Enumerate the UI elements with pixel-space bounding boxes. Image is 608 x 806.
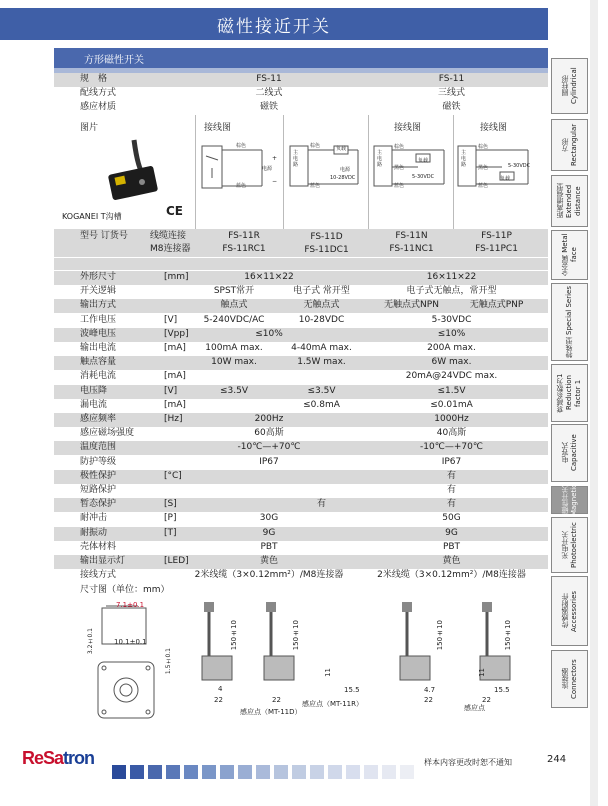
tab-label: 传感器附件 Accessories bbox=[560, 590, 578, 632]
spec-row bbox=[54, 385, 548, 399]
spec-head-col1: FS-11 bbox=[256, 74, 282, 84]
spec-value-a: 9G bbox=[262, 527, 276, 538]
wire-blue-label: 蓝色 bbox=[310, 183, 321, 189]
spec-value-a: IP67 bbox=[259, 456, 279, 467]
spec-unit: [mA] bbox=[164, 399, 186, 410]
tab-cylindrical[interactable] bbox=[551, 58, 588, 114]
tab-photoelectric[interactable] bbox=[551, 517, 588, 573]
spec-value-c: IP67 bbox=[441, 456, 462, 467]
load-label: 负载 bbox=[500, 176, 511, 182]
spec-row bbox=[54, 285, 548, 299]
spec-label: 极性保护 bbox=[80, 470, 117, 481]
spec-row bbox=[54, 484, 548, 498]
spec-unit: [V] bbox=[164, 314, 178, 325]
spec-unit: [LED] bbox=[164, 556, 189, 566]
spec-value-c: 有 bbox=[446, 470, 456, 481]
spec-value-b: 1.5W max. bbox=[297, 357, 346, 368]
caption-sensing-point: 感应点 bbox=[464, 704, 485, 712]
spec-value-c: 有 bbox=[446, 499, 456, 510]
spec-label: 输出电流 bbox=[80, 343, 117, 353]
wiring-label-1: 接线图 bbox=[204, 123, 232, 133]
row-value: 磁铁 bbox=[259, 102, 278, 112]
spec-value-d: 无触点式PNP bbox=[469, 300, 524, 311]
model-fs11d: FS-11D bbox=[310, 232, 343, 242]
tab-accessories[interactable] bbox=[551, 576, 588, 646]
caption-mt11r: 感应点（MT-11R） bbox=[302, 700, 363, 708]
spec-value-a: 60高斯 bbox=[254, 428, 284, 439]
spec-value-b: 4-40mA max. bbox=[291, 343, 352, 353]
spec-value-a: 黄色 bbox=[259, 556, 278, 566]
dim-150-a: 150±10 bbox=[230, 620, 238, 651]
spec-label: 暂态保护 bbox=[80, 499, 117, 510]
voltage-label: 5-30VDC bbox=[412, 174, 435, 180]
dim-11-b: 11 bbox=[478, 668, 486, 677]
page-title: 磁性接近开关 bbox=[0, 8, 548, 40]
spec-value-a: 16×11×22 bbox=[244, 272, 294, 282]
dim-10-1: 10.1±0.1 bbox=[114, 638, 147, 646]
spec-value-c: ≤1.5V bbox=[437, 385, 466, 396]
minus-label: − bbox=[272, 178, 278, 185]
model-fs11pc1: FS-11PC1 bbox=[475, 244, 518, 254]
spec-unit: [Hz] bbox=[164, 414, 183, 424]
sensor-photo-icon bbox=[98, 130, 178, 210]
spec-label: 感应频率 bbox=[80, 414, 117, 424]
spec-value-c: 16×11×22 bbox=[426, 272, 477, 282]
spec-row bbox=[54, 441, 548, 455]
main-circuit-label: 主电路 bbox=[461, 150, 467, 168]
spec-value-a: 触点式 bbox=[220, 300, 248, 311]
wire-brown-label: 棕色 bbox=[478, 144, 489, 150]
spec-unit: [T] bbox=[164, 527, 177, 538]
spec-value-c: 5-30VDC bbox=[431, 314, 472, 325]
wire-black-label: 黑色 bbox=[394, 165, 405, 171]
spec-value-c: 2米线缆（3×0.12mm²）/M8连接器 bbox=[377, 570, 526, 581]
wiring-label-3: 接线图 bbox=[480, 123, 508, 133]
model-fs11r: FS-11R bbox=[228, 231, 260, 241]
spec-value-c: 有 bbox=[446, 485, 456, 495]
spec-row bbox=[54, 356, 548, 370]
spec-label: 工作电压 bbox=[80, 314, 117, 325]
dim-22-c: 22 bbox=[424, 696, 433, 704]
spec-row bbox=[54, 413, 548, 427]
row-label: 配线方式 bbox=[80, 88, 117, 98]
main-circuit-label: 主电路 bbox=[377, 150, 383, 168]
dim-22-d: 22 bbox=[482, 696, 491, 704]
spec-unit: [P] bbox=[164, 513, 177, 524]
spec-label: 波峰电压 bbox=[80, 328, 117, 339]
wire-brown-label: 棕色 bbox=[394, 144, 405, 150]
row-value: 三线式 bbox=[437, 88, 465, 98]
resatron-logo: ReSatron bbox=[22, 748, 95, 768]
spec-row bbox=[54, 498, 548, 512]
spec-value-c: ≤0.01mA bbox=[430, 399, 473, 410]
plus-label: + bbox=[272, 155, 278, 162]
spec-value-a: 100mA max. bbox=[205, 343, 263, 353]
row-label: 感应材质 bbox=[80, 102, 117, 112]
spec-label: 壳体材料 bbox=[80, 541, 117, 552]
spec-value-c: 20mA@24VDC max. bbox=[405, 371, 498, 382]
spec-unit: [mA] bbox=[164, 343, 186, 353]
caption-mt11d: 感应点（MT-11D） bbox=[240, 708, 302, 716]
wiring-label-2: 接线图 bbox=[394, 123, 422, 133]
section-title: 方形磁性开关 bbox=[54, 48, 548, 68]
tab-label: 全金属 Metal face bbox=[560, 233, 578, 277]
spec-value-c: 9G bbox=[445, 527, 458, 538]
model-fs11n: FS-11N bbox=[395, 231, 428, 241]
power-label: 电源 bbox=[262, 166, 273, 172]
spec-row bbox=[54, 470, 548, 484]
wire-black-label: 黑色 bbox=[478, 165, 489, 171]
spec-row bbox=[54, 512, 548, 526]
wire-blue-label: 蓝色 bbox=[236, 183, 247, 189]
spec-row bbox=[54, 342, 548, 356]
spec-row bbox=[54, 569, 548, 583]
dim-150-d: 150±10 bbox=[504, 620, 512, 651]
spec-value-b: 无触点式 bbox=[303, 300, 340, 311]
tab-metal-face[interactable] bbox=[551, 230, 588, 280]
spec-label: 耐振动 bbox=[80, 527, 108, 538]
tab-label: 圆柱形 Cylindrical bbox=[560, 67, 578, 105]
spec-value-c: -10℃—+70℃ bbox=[420, 442, 483, 453]
wire-brown-label: 棕色 bbox=[236, 143, 247, 149]
spec-unit: [°C] bbox=[164, 470, 182, 481]
spec-label: 消耗电流 bbox=[80, 371, 117, 382]
spec-unit: [Vpp] bbox=[164, 328, 189, 339]
spec-label: 外形尺寸 bbox=[80, 272, 117, 282]
row-value: 磁铁 bbox=[442, 102, 461, 112]
spec-unit: [S] bbox=[164, 499, 177, 510]
footer-note: 样本内容更改时恕不通知 bbox=[424, 758, 512, 767]
tab-rectangular[interactable] bbox=[551, 119, 588, 171]
spec-label: 短路保护 bbox=[80, 485, 117, 495]
wire-blue-label: 蓝色 bbox=[394, 183, 405, 189]
spec-value-a: SPST常开 bbox=[213, 286, 255, 297]
order-label: 型号 订货号 bbox=[80, 231, 128, 241]
spec-label: 电压降 bbox=[80, 385, 108, 396]
spec-value-a: 2米线缆（3×0.12mm²）/M8连接器 bbox=[194, 570, 344, 581]
dim-150-c: 150±10 bbox=[436, 620, 444, 651]
spec-row bbox=[54, 399, 548, 413]
model-fs11dc1: FS-11DC1 bbox=[304, 245, 349, 255]
spec-row bbox=[54, 541, 548, 555]
spec-value-c: 200A max. bbox=[427, 343, 476, 353]
dims-label: 尺寸图（单位：mm） bbox=[80, 585, 170, 595]
tab-label: 连接器 Connectors bbox=[560, 659, 578, 699]
dim-22-a: 22 bbox=[214, 696, 223, 704]
spec-row bbox=[54, 555, 548, 569]
wire-blue-label: 蓝色 bbox=[478, 183, 489, 189]
spec-value-b: 电子式 常开型 bbox=[293, 286, 350, 297]
dim-22-b: 22 bbox=[272, 696, 281, 704]
spec-label: 接线方式 bbox=[80, 570, 117, 581]
spec-label: 输出显示灯 bbox=[80, 556, 126, 566]
spec-value-c: 黄色 bbox=[442, 556, 461, 566]
spec-unit: [V] bbox=[164, 385, 178, 396]
spec-row-material bbox=[54, 101, 548, 115]
tab-reduction-factor-1[interactable] bbox=[551, 364, 588, 422]
spec-value-a: 10W max. bbox=[211, 357, 257, 368]
spec-label: 输出方式 bbox=[80, 300, 117, 311]
spec-value-c: PBT bbox=[442, 541, 461, 552]
spacer-row bbox=[54, 258, 548, 270]
spec-value-a: -10℃—+70℃ bbox=[237, 442, 301, 453]
model-fs11rc1: FS-11RC1 bbox=[222, 244, 266, 254]
spec-value-c: 电子式无触点，常开型 bbox=[406, 286, 497, 297]
spec-label: 触点容量 bbox=[80, 357, 117, 368]
tab-label: 方形 Rectangular bbox=[560, 123, 578, 167]
spec-row bbox=[54, 299, 548, 313]
tab-label: 距离增强型 Extended distance bbox=[556, 183, 582, 219]
spec-label: 漏电流 bbox=[80, 399, 108, 410]
dim-150-b: 150±10 bbox=[292, 620, 300, 651]
spec-row bbox=[54, 314, 548, 328]
spec-row bbox=[54, 370, 548, 384]
spec-row-wiring bbox=[54, 87, 548, 101]
spec-value-c: 40高斯 bbox=[436, 428, 467, 439]
load-label: 负载 bbox=[418, 158, 429, 164]
tab-label: 衰减系数为1 Reduction factor 1 bbox=[556, 373, 582, 413]
spec-value-a: ≤10% bbox=[255, 328, 283, 339]
page-number: 244 bbox=[547, 754, 567, 765]
spec-value-c: ≤10% bbox=[437, 328, 466, 339]
image-row-label: 图片 bbox=[80, 123, 99, 133]
tab-label: 特殊型 Special Series bbox=[565, 285, 573, 359]
ce-mark-icon: CE bbox=[166, 204, 184, 218]
spec-value-a: 200Hz bbox=[254, 414, 284, 424]
spec-value-a: ≤3.5V bbox=[219, 385, 248, 396]
load-label: 负载 bbox=[336, 146, 347, 152]
spec-row bbox=[54, 427, 548, 441]
spec-value-c: 无触点式NPN bbox=[384, 300, 439, 311]
spec-head-label: 规 格 bbox=[80, 74, 108, 84]
dim-11-a: 11 bbox=[324, 668, 332, 677]
row-value: 二线式 bbox=[255, 88, 283, 98]
spec-value-c: 50G bbox=[442, 513, 461, 524]
tab-capacitive[interactable] bbox=[551, 424, 588, 482]
spec-unit: [mA] bbox=[164, 371, 186, 382]
voltage-label: 10-28VDC bbox=[330, 175, 356, 181]
dim-15-5-b: 15.5 bbox=[494, 686, 510, 694]
spec-row bbox=[54, 527, 548, 541]
wire-brown-label: 棕色 bbox=[310, 143, 321, 149]
tab-special-series[interactable] bbox=[551, 283, 588, 361]
spec-row bbox=[54, 456, 548, 470]
tab-label: 磁性开关 Magnetic bbox=[560, 483, 578, 517]
spec-row bbox=[54, 328, 548, 342]
tab-extended-distance[interactable] bbox=[551, 175, 588, 227]
model-fs11p: FS-11P bbox=[481, 231, 512, 241]
order-row bbox=[54, 229, 548, 257]
spec-value-b: 有 bbox=[316, 499, 326, 510]
spec-head-col2: FS-11 bbox=[438, 74, 465, 84]
dim-15-5-a: 15.5 bbox=[344, 686, 360, 694]
spec-value-a: 30G bbox=[259, 513, 279, 524]
spec-value-b: 10-28VDC bbox=[298, 314, 345, 325]
tab-label: 电容式 Capacitive bbox=[560, 434, 578, 472]
voltage-label: 5-30VDC bbox=[508, 163, 531, 169]
dim-4: 4 bbox=[218, 685, 223, 693]
photo-caption: KOGANEI T沟槽 bbox=[62, 212, 122, 221]
order-m8-label: M8连接器 bbox=[150, 244, 191, 254]
tab-label: 光电开关 Photoelectric bbox=[560, 522, 578, 568]
dim-3-2: 3.2±0.1 bbox=[87, 628, 94, 655]
spec-label: 开关逻辑 bbox=[80, 286, 117, 297]
tab-connectors[interactable] bbox=[551, 650, 588, 708]
spec-value-a: PBT bbox=[260, 541, 278, 552]
spec-label: 温度范围 bbox=[80, 442, 117, 453]
right-edge-strip bbox=[590, 0, 598, 806]
spec-value-a: 5-240VDC/AC bbox=[203, 314, 265, 325]
main-circuit-label: 主电路 bbox=[293, 150, 299, 168]
order-cable-label: 线缆连接 bbox=[150, 231, 187, 241]
spec-label: 防护等级 bbox=[80, 456, 117, 467]
spec-label: 感应磁场强度 bbox=[80, 428, 135, 439]
spec-value-b: ≤0.8mA bbox=[303, 399, 340, 410]
spec-row bbox=[54, 271, 548, 285]
spec-head-row bbox=[54, 73, 548, 87]
model-fs11nc1: FS-11NC1 bbox=[389, 244, 434, 254]
tab-magnetic[interactable] bbox=[551, 483, 588, 517]
dim-4-7: 4.7 bbox=[424, 686, 436, 694]
power-label: 电源 bbox=[340, 167, 351, 173]
spec-unit: [mm] bbox=[164, 272, 189, 282]
spec-value-c: 6W max. bbox=[431, 357, 472, 368]
dim-7-1: 7.1±0.1 bbox=[116, 601, 145, 609]
spec-value-c: 1000Hz bbox=[434, 414, 469, 424]
dim-1-5: 1.5±0.1 bbox=[165, 648, 172, 675]
spec-value-b: ≤3.5V bbox=[307, 385, 336, 396]
spec-label: 耐冲击 bbox=[80, 513, 108, 524]
